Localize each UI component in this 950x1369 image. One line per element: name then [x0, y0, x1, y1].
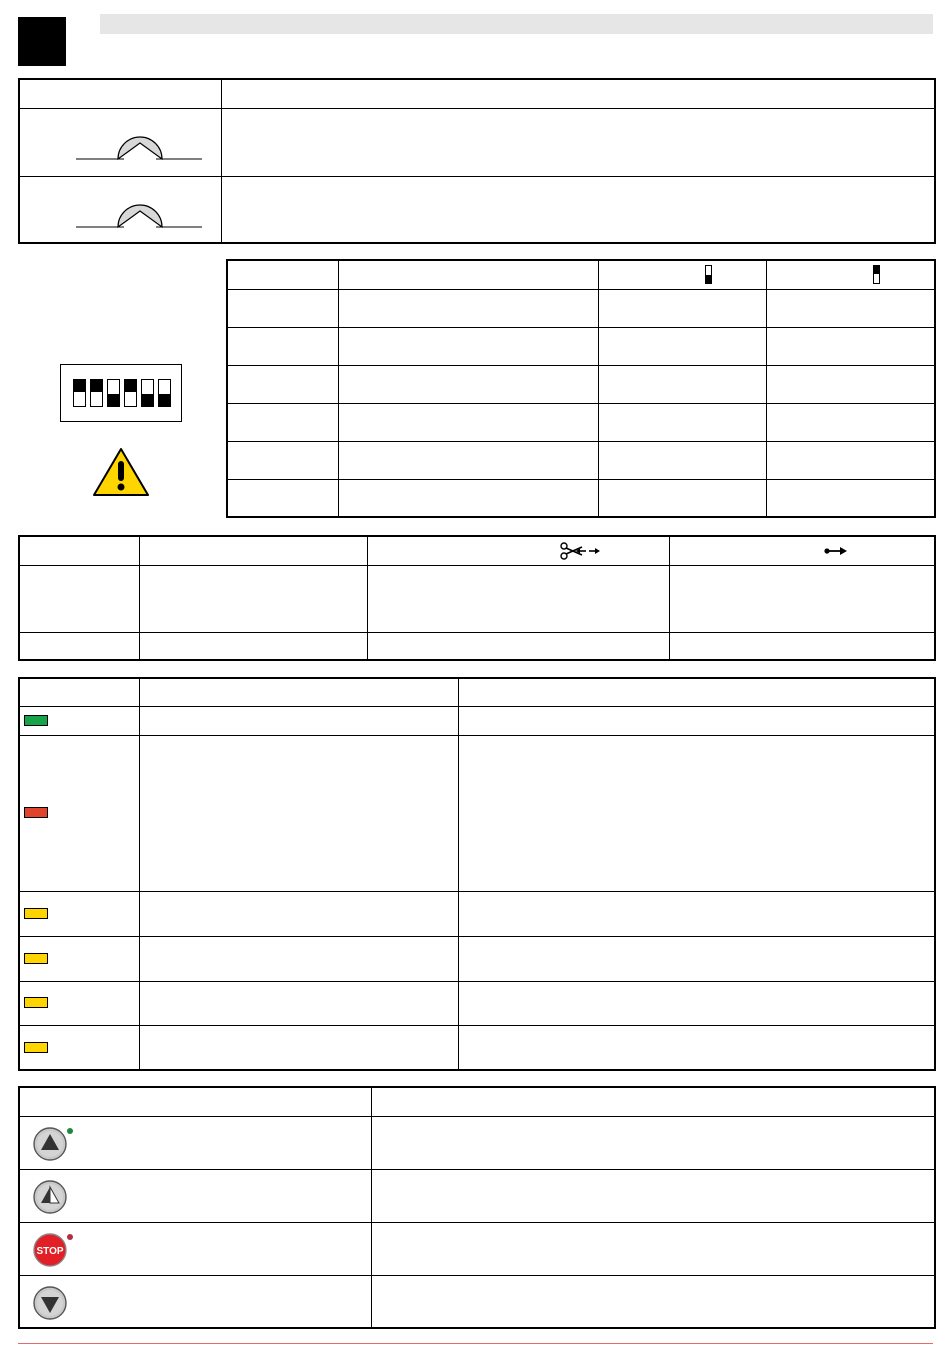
dip-switch-6: [158, 379, 171, 407]
link-table-header-link: [669, 536, 935, 565]
half-up-button-icon: [32, 1178, 76, 1216]
led-yellow-icon: [24, 953, 48, 964]
dip-switch-1: [73, 379, 86, 407]
table-row: [19, 706, 935, 735]
pushbutton-symbol-icon: [20, 177, 220, 242]
table-row: [227, 365, 935, 403]
dip-table-header-cell: [227, 260, 338, 289]
link-table: [18, 535, 936, 661]
table-row: [19, 936, 935, 981]
page-title-bar: [100, 14, 933, 34]
link-table-header-cut: [367, 536, 669, 565]
table-row: [19, 565, 935, 632]
symbol-description: [221, 108, 935, 176]
led-green-icon: [24, 715, 48, 726]
warning-triangle-icon: [92, 446, 150, 498]
symbol-table-header-cell: [221, 79, 935, 108]
led-table-header-cell: [19, 678, 139, 706]
table-row: [19, 1169, 935, 1222]
dip-switch-icon: [60, 364, 182, 422]
up-button-icon: [32, 1125, 76, 1163]
dip-table-header-off: [766, 260, 935, 289]
link-table-header-cell: [19, 536, 139, 565]
table-row: [227, 327, 935, 365]
led-red-icon: [24, 807, 48, 818]
symbol-description: [221, 176, 935, 243]
table-row: [227, 403, 935, 441]
dip-switch-down-icon: [705, 265, 713, 285]
button-table-header-cell: [371, 1087, 935, 1116]
stop-button-icon: [32, 1231, 76, 1269]
link-table-header-cell: [139, 536, 367, 565]
down-button-icon: [32, 1284, 76, 1322]
dip-settings-table: [226, 259, 936, 518]
symbol-cell: [19, 176, 221, 243]
led-table-header-cell: [139, 678, 458, 706]
table-row: [19, 1025, 935, 1070]
led-yellow-icon: [24, 908, 48, 919]
led-yellow-icon: [24, 997, 48, 1008]
table-row: [19, 981, 935, 1025]
arrow-link-icon: [824, 545, 848, 557]
footer-divider: [18, 1343, 933, 1344]
section-marker: [18, 17, 66, 66]
led-table-header-cell: [458, 678, 935, 706]
dip-switch-5: [141, 379, 154, 407]
dip-table-header-cell: [338, 260, 598, 289]
symbol-cell: [19, 108, 221, 176]
led-yellow-icon: [24, 1042, 48, 1053]
dip-switch-up-icon: [873, 265, 881, 285]
pushbutton-symbol-icon: [20, 109, 220, 175]
dip-table-header-on: [598, 260, 766, 289]
symbol-table: [18, 78, 936, 244]
led-table: [18, 677, 936, 1071]
dip-switch-2: [90, 379, 103, 407]
symbol-table-header-cell: [19, 79, 221, 108]
stop-label: STOP: [36, 1245, 64, 1257]
button-table-header-cell: [19, 1087, 371, 1116]
table-row: [19, 1275, 935, 1328]
table-row: [19, 1116, 935, 1169]
table-row: [19, 735, 935, 891]
table-row: [227, 479, 935, 517]
table-row: [227, 289, 935, 327]
scissors-arrow-icon: [560, 542, 602, 560]
table-row: [19, 1222, 935, 1275]
dip-switch-4: [124, 379, 137, 407]
button-table: [18, 1086, 936, 1329]
dip-switch-3: [107, 379, 120, 407]
table-row: [19, 632, 935, 660]
table-row: [227, 441, 935, 479]
table-row: [19, 891, 935, 936]
